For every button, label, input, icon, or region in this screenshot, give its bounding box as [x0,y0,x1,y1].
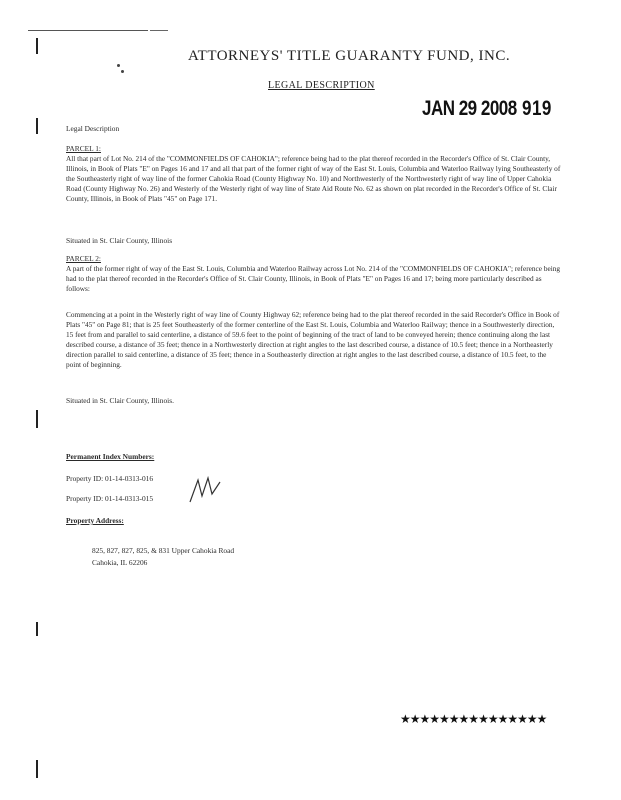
footer-stars: ★★★★★★★★★★★★★★★ [400,712,547,726]
parcel-2-label: PARCEL 2: [66,254,101,263]
address-line-2: Cahokia, IL 62206 [92,558,148,567]
margin-mark [36,760,38,778]
parcel-2-commencing: Commencing at a point in the Westerly right of way line of County Highway 62; reference being had to the plat thereof recorded in the said Recorder's Office in Book of Plats "45" on Page 81; that is 25 feet Southeasterly of the former centerline of the East St. Louis, Columbia and Waterloo Railway; thence in a Southwesterly direction, 15 feet from and parallel to said centerline, a distance of 59.6 feet to the point of beginning of the tract of land to be conveyed herein; thence continuing along the last described course, a distance of 35 feet; thence in a Northwesterly direction at right angles to the last described course, a distance of 10.5 feet; thence in a Northeasterly direction parallel to said centerline, a distance of 35 feet; thence in a Southeasterly direction at right angles to the last described course, a distance of 10.5 feet, to the point of beginning. [66,310,560,369]
recording-number-stamp: 919 [522,96,552,120]
recording-date-stamp: JAN 29 2008 [422,96,517,120]
scan-speck [117,64,120,67]
scan-rule-top-fragment [150,30,168,31]
margin-mark [36,118,38,134]
address-line-1: 825, 827, 827, 825, & 831 Upper Cahokia Road [92,546,235,555]
document-title: ATTORNEYS' TITLE GUARANTY FUND, INC. [188,48,511,64]
address-heading: Property Address: [66,516,124,525]
property-id-1: Property ID: 01-14-0313-016 [66,474,154,483]
parcel-1-situated: Situated in St. Clair County, Illinois [66,236,173,245]
parcel-1-description: All that part of Lot No. 214 of the "COMMONFIELDS OF CAHOKIA"; reference being had to the plat thereof recorded in the Recorder's Office of St. Clair County, Illinois, in Book of Plats "E" on Pages 16 and 17 and all that part of the former right of way of the East St. Louis, Columbia and Waterloo Railway lying Southeasterly of the Southeasterly right of way line of the former Cahokia Road (County Highway No. 10) and Northwesterly of the Northwesterly right of way line of Upper Cahokia Road (County Highway No. 26) and Westerly of the Westerly right of way line of State Aid Route No. 62 as shown on plat recorded in the Recorder's Office of St. Clair County, Illinois, in Book of Plats "45" on Page 171. [66,154,561,203]
document-subtitle: LEGAL DESCRIPTION [268,80,375,91]
scan-rule-top [28,30,148,31]
parcel-1-label: PARCEL 1: [66,144,101,153]
margin-mark [36,38,38,54]
legal-description-heading: Legal Description [66,124,120,133]
margin-mark [36,410,38,428]
pin-heading: Permanent Index Numbers: [66,452,155,461]
parcel-2-situated: Situated in St. Clair County, Illinois. [66,396,174,405]
scan-speck [121,70,124,73]
parcel-2-description: A part of the former right of way of the East St. Louis, Columbia and Waterloo Railway across Lot No. 214 of the "COMMONFIELDS OF CAHOKIA"; reference being had to the plat thereof recorded in the Recorder's Office of St. Clair County, Illinois, in Book of Plats "E" on Pages 16 and 17; being more particularly described as follows: [66,264,561,293]
property-id-2: Property ID: 01-14-0313-015 [66,494,154,503]
margin-mark [36,622,38,636]
handwritten-mark [188,476,224,506]
